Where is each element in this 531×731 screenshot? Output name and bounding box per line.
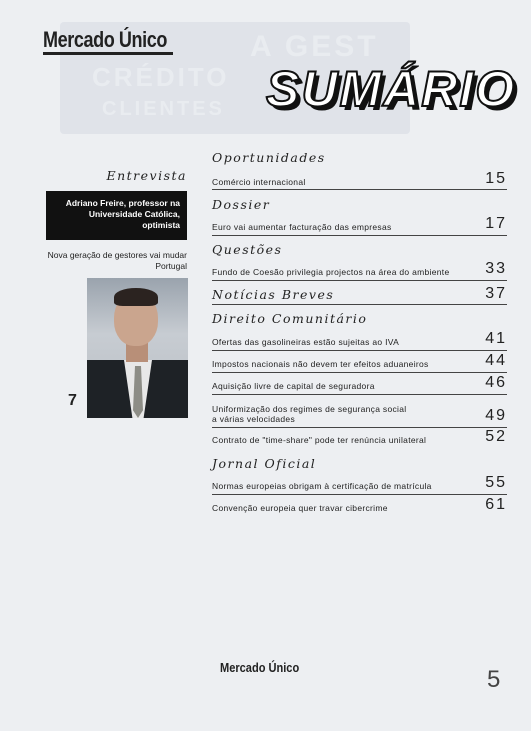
photo-hair: [114, 288, 158, 306]
interview-teaser: Nova geração de gestores vai mudar Portugal: [47, 250, 187, 271]
entry-divider: [212, 494, 507, 495]
background-decoration: CLIENTES: [102, 98, 225, 120]
entry-page-number: 52: [485, 428, 507, 445]
entry-divider: [212, 189, 507, 190]
entry-page-number: 41: [485, 330, 507, 347]
entry-title: Ofertas das gasolineiras estão sujeitas ao IVA: [212, 337, 400, 347]
entry-page-number: 15: [485, 170, 507, 187]
magazine-brand: Mercado Único: [43, 27, 167, 52]
entry-title: Aquisição livre de capital de seguradora: [212, 381, 375, 391]
entry-title: Fundo de Coesão privilegia projectos na área do ambiente: [212, 267, 450, 277]
entry-page-number: 37: [485, 285, 507, 302]
section-heading-jornal-oficial: Jornal Oficial: [212, 456, 317, 471]
entry-page-number: 61: [485, 496, 507, 513]
background-decoration: A GEST: [250, 30, 379, 63]
entry-divider: [212, 235, 507, 236]
entry-title: Euro vai aumentar facturação das empresas: [212, 222, 392, 232]
entry-divider: [212, 372, 507, 373]
interview-box[interactable]: Adriano Freire, professor na Universidade Católica, optimista: [46, 191, 187, 240]
entry-title: Normas europeias obrigam à certificação de matrícula: [212, 481, 432, 491]
entry-divider: [212, 304, 507, 305]
entry-title: Uniformização dos regimes de segurança social: [212, 404, 407, 414]
entry-divider: [212, 394, 507, 395]
footer-page-number: 5: [487, 666, 501, 693]
section-heading-noticias-breves: Notícias Breves: [212, 287, 335, 302]
entry-page-number: 49: [485, 407, 507, 424]
entry-divider: [212, 280, 507, 281]
section-heading-direito-comunitario: Direito Comunitário: [212, 311, 368, 326]
entry-divider: [212, 350, 507, 351]
brand-underline: [43, 52, 173, 55]
entry-title: Comércio internacional: [212, 177, 306, 187]
section-heading-questoes: Questões: [212, 242, 283, 257]
entry-title-continued: a várias velocidades: [212, 414, 296, 424]
entry-page-number: 44: [485, 352, 507, 369]
interview-photo: [87, 278, 188, 418]
entry-page-number: 55: [485, 474, 507, 491]
footer-brand: Mercado Único: [220, 660, 300, 675]
entry-page-number: 17: [485, 215, 507, 232]
interview-label: Entrevista: [106, 168, 187, 183]
section-heading-dossier: Dossier: [212, 197, 271, 212]
page-title: SUMÁRIO: [266, 61, 517, 117]
section-heading-oportunidades: Oportunidades: [212, 150, 326, 165]
background-decoration: CRÉDITO: [92, 62, 230, 92]
entry-divider: [212, 427, 507, 428]
entry-title: Contrato de "time-share" pode ter renúncia unilateral: [212, 435, 427, 445]
entry-title: Impostos nacionais não devem ter efeitos aduaneiros: [212, 359, 429, 369]
interview-page-number: 7: [68, 392, 77, 409]
entry-page-number: 46: [485, 374, 507, 391]
entry-page-number: 33: [485, 260, 507, 277]
entry-title: Convenção europeia quer travar cibercrime: [212, 503, 388, 513]
